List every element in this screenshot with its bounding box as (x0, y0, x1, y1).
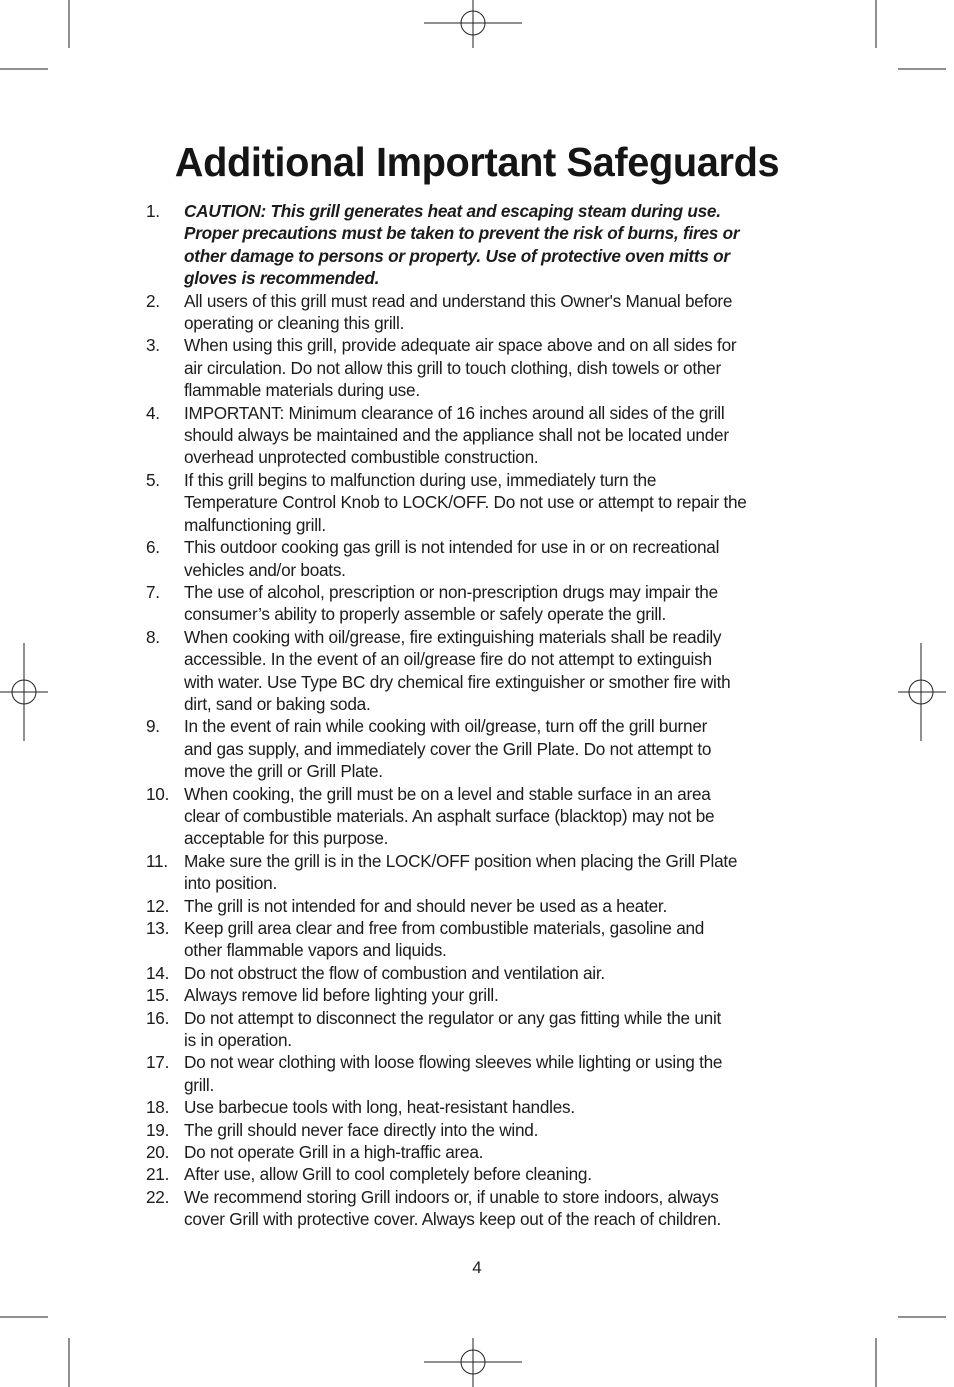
item-text: When cooking with oil/grease, fire extinguishing materials shall be readily accessible. In the event of an oil/grease fire do not attempt to extinguish with water. Use Type BC dry chemical fire extinguisher or smother fire with dirt, sand or baking soda. (184, 626, 731, 714)
item-text: CAUTION: This grill generates heat and escaping steam during use. Proper precautions must be taken to prevent the risk of burns, fires or other damage to persons or property. Use of protective oven mitts or gloves is recommended. (184, 201, 740, 289)
list-item (146, 1007, 806, 1052)
item-text: All users of this grill must read and understand this Owner's Manual before operating or cleaning this grill. (184, 290, 733, 334)
item-number: 15. (146, 985, 170, 1006)
list-item (146, 1051, 806, 1096)
item-text: Do not operate Grill in a high-traffic area. (184, 1142, 484, 1163)
item-number: 18. (146, 1097, 170, 1118)
item-text: Do not wear clothing with loose flowing sleeves while lighting or using the grill. (184, 1052, 723, 1095)
list-item (146, 715, 806, 782)
list-item (146, 1163, 806, 1185)
item-number: 10. (146, 783, 170, 804)
item-text: When cooking, the grill must be on a level and stable surface in an area clear of combustible materials. An asphalt surface (blacktop) may not be acceptable for this purpose. (184, 783, 715, 849)
item-number: 11. (146, 850, 168, 871)
item-number: 5. (146, 469, 160, 490)
item-number: 2. (146, 290, 160, 311)
list-item (146, 626, 806, 716)
item-text: Make sure the grill is in the LOCK/OFF position when placing the Grill Plate into position. (184, 850, 738, 894)
item-text: When using this grill, provide adequate air space above and on all sides for air circulation. Do not allow this grill to touch clothing, dish towels or other flammable materials during use. (184, 335, 737, 401)
item-text: Always remove lid before lighting your grill. (184, 985, 499, 1006)
item-text: Keep grill area clear and free from combustible materials, gasoline and other flammable vapors and liquids. (184, 918, 705, 961)
item-number: 3. (146, 335, 160, 356)
page-number: 4 (472, 1258, 482, 1277)
item-text: In the event of rain while cooking with oil/grease, turn off the grill burner and gas supply, and immediately cover the Grill Plate. Do not attempt to move the grill or Grill Plate. (184, 716, 712, 782)
item-number: 14. (146, 962, 170, 983)
list-item (146, 895, 806, 917)
item-number: 6. (146, 537, 160, 558)
list-item (146, 984, 806, 1006)
item-number: 20. (146, 1142, 170, 1163)
item-text: If this grill begins to malfunction during use, immediately turn the Temperature Control Knob to LOCK/OFF. Do not use or attempt to repair the malfunctioning grill. (184, 469, 747, 535)
list-item (146, 1119, 806, 1141)
item-number: 17. (146, 1052, 170, 1073)
list-item (146, 581, 806, 626)
list-item (146, 402, 806, 469)
item-number: 1. (146, 201, 160, 221)
item-number: 21. (146, 1164, 170, 1185)
list-item (146, 850, 806, 895)
list-item (146, 536, 806, 581)
list-item (146, 1141, 806, 1163)
list-item (146, 917, 806, 962)
list-item (146, 290, 806, 335)
registration-mark-left (0, 643, 48, 741)
item-number: 19. (146, 1119, 170, 1140)
item-number: 16. (146, 1007, 170, 1028)
item-number: 7. (146, 581, 160, 602)
item-number: 13. (146, 918, 170, 938)
list-item (146, 1096, 806, 1118)
item-number: 8. (146, 626, 160, 647)
item-text: Use barbecue tools with long, heat-resistant handles. (184, 1097, 575, 1118)
item-text: After use, allow Grill to cool completely before cleaning. (184, 1164, 592, 1185)
list-item (146, 783, 806, 850)
item-number: 4. (146, 402, 160, 423)
page-title: Additional Important Safeguards (174, 139, 780, 185)
registration-mark-right (898, 643, 946, 741)
item-number: 9. (146, 716, 160, 737)
item-number: 22. (146, 1186, 170, 1207)
item-text: IMPORTANT: Minimum clearance of 16 inches around all sides of the grill should always be maintained and the appliance shall not be located under overhead unprotected combustible construction. (184, 402, 729, 468)
item-number: 12. (146, 895, 170, 916)
item-text: The grill should never face directly into the wind. (184, 1119, 539, 1140)
item-text: The use of alcohol, prescription or non-prescription drugs may impair the consumer’s ability to properly assemble or safely operate the grill. (184, 581, 718, 625)
list-item (146, 334, 806, 401)
item-text: We recommend storing Grill indoors or, if unable to store indoors, always cover Grill with protective cover. Always keep out of the reach of children. (184, 1186, 721, 1230)
registration-mark-bottom (424, 1338, 522, 1387)
list-item (146, 200, 806, 290)
item-text: Do not attempt to disconnect the regulator or any gas fitting while the unit is in operation. (184, 1007, 722, 1051)
item-text: This outdoor cooking gas grill is not intended for use in or on recreational vehicles and/or boats. (184, 537, 720, 580)
safeguards-list (146, 200, 806, 1231)
list-item (146, 962, 806, 984)
registration-mark-top (424, 0, 522, 48)
item-text: Do not obstruct the flow of combustion and ventilation air. (184, 962, 605, 983)
list-item (146, 469, 806, 536)
list-item (146, 1186, 806, 1231)
item-text: The grill is not intended for and should never be used as a heater. (184, 895, 667, 916)
